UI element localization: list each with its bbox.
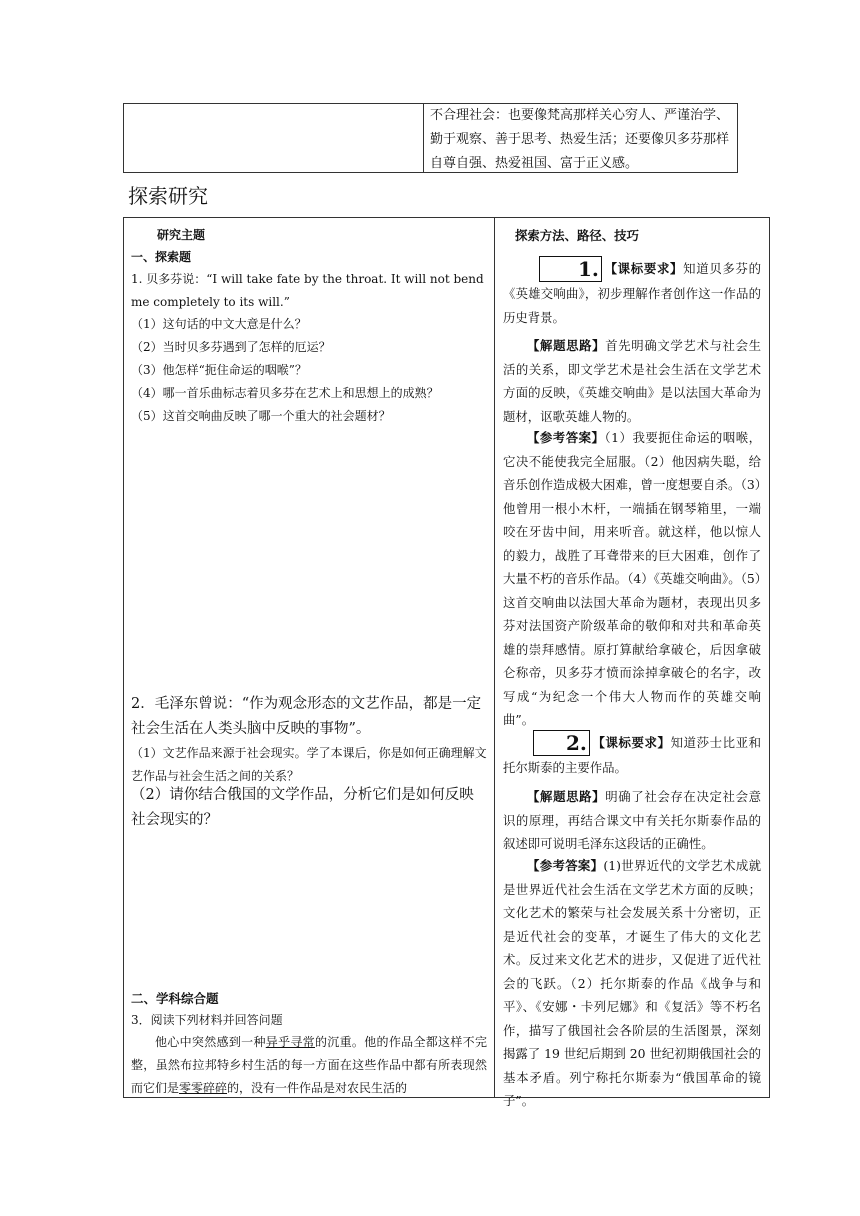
main-table-divider [494,217,495,1098]
answer-1-req-label: 【课标要求】 [603,261,684,276]
answer-2-idea-label: 【解题思路】 [527,789,606,804]
q2-item-1: （1）文艺作品来源于社会现实。学了本课后，你是如何正确理解文艺作品与社会生活之间的关系？ [131,746,487,783]
q3-intro: 3．阅读下列材料并回答问题 [131,1013,283,1027]
answer-1-req-text: 知道贝多芬的《英雄交响曲》，初步理解作者创作这一作品的历史背景。 [503,261,762,325]
answer-2-reference [503,854,761,1113]
q1-item-3: （3）他怎样“扼住命运的咽喉”？ [131,363,307,377]
section-title: 探索研究 [128,184,208,208]
answer-2-idea [503,785,761,856]
answer-1-idea-label: 【解题思路】 [527,338,606,353]
q2-intro: 2．毛泽东曾说：“作为观念形态的文艺作品，都是一定社会生活在人类头脑中反映的事物”。 [131,696,482,737]
answer-1-requirement [503,256,761,329]
q3-text-c: 的，没有一件作品是对农民生活的 [227,1081,408,1095]
answer-1-reference [503,426,761,732]
q1-item-5: （5）这首交响曲反映了哪一个重大的社会题材？ [131,409,391,423]
answer-1-number: 1. [539,256,602,282]
q1-item-4: （4）哪一首乐曲标志着贝多芬在艺术上和思想上的成熟？ [131,386,439,400]
part1-title: 一、探索题 [131,250,192,264]
q1-intro: 1. 贝多芬说：“I will take fate by the throat. It will not bend me completely to its will.” [131,272,484,309]
answer-2-number: 2. [533,730,590,756]
answer-2-req-label: 【课标要求】 [591,735,671,750]
answer-2-ans-text: (1)世界近代的文学艺术成就是世界近代社会生活在文学艺术方面的反映；文化艺术的繁荣与社会发展关系十分密切，正是近代社会的变革，才诞生了伟大的文化艺术。反过来文化艺术的进步，又促进了近代社会的飞跃。（2）托尔斯泰的作品《战争与和平》、《安娜・卡列尼娜》和《复活》等不朽名作，描写了俄国社会各阶层的生活图景，深刻揭露了 19 世纪后期到 20 世纪初期俄国社会的基本矛盾。列宁称托尔斯泰为“俄国革命的镜子”。 [503,858,761,1108]
answer-1-ans-label: 【参考答案】 [527,430,605,445]
q1-item-2: （2）当时贝多芬遇到了怎样的厄运？ [131,340,331,354]
top-table-right-cell: 不合理社会：也要像梵高那样关心穷人、严谨治学、勤于观察、善于思考、热爱生活；还要像贝多芬那样自尊自强、热爱祖国、富于正义感。 [430,108,730,171]
left-header: 研究主题 [157,228,206,242]
right-header: 探索方法、路径、技巧 [515,228,639,243]
q2-item-2: （2）请你结合俄国的文学作品，分析它们是如何反映社会现实的？ [131,787,474,828]
q3-underline-1: 异乎寻常 [265,1035,315,1049]
part2-title: 二、学科综合题 [131,991,219,1006]
answer-1-idea [503,334,761,428]
answer-2-ans-label: 【参考答案】 [527,858,604,873]
answer-1-idea-text: 首先明确文学艺术与社会生活的关系，即文学艺术是社会生活在文学艺术方面的反映，《英雄交响曲》是以法国大革命为题材，讴歌英雄人物的。 [503,338,762,424]
answer-2-idea-text: 明确了社会存在决定社会意识的原理，再结合课文中有关托尔斯泰作品的叙述即可说明毛泽东这段话的正确性。 [503,789,762,851]
answer-1-ans-text: （1）我要扼住命运的咽喉，它决不能使我完全屈服。（2）他因病失聪，给音乐创作造成极大困难，曾一度想要自杀。（3）他曾用一根小木杆，一端插在钢琴箱里，一端咬在牙齿中间，用来听音。就这样，他以惊人的毅力，战胜了耳聋带来的巨大困难，创作了大量不朽的音乐作品。（4）《英雄交响曲》。（5）这首交响曲以法国大革命为题材，表现出贝多芬对法国资产阶级革命的敬仰和对共和革命英雄的崇拜感情。原打算献给拿破仑，后因拿破仑称帝，贝多芬才愤而涂掉拿破仑的名字，改写成“为纪念一个伟大人物而作的英雄交响曲”。 [503,430,761,727]
q1-item-1: （1）这句话的中文大意是什么？ [131,317,307,331]
answer-2-req-text: 知道莎士比亚和托尔斯泰的主要作品。 [503,735,762,775]
top-table-divider [423,103,424,173]
q3-text-b: 的沉重。他的作品全都这样不完整，虽然布拉邦特乡村生活的每一方面在这些作品中都有所表现然而它们是 [131,1035,487,1095]
answer-2-requirement [503,730,761,780]
q3-passage [131,1031,487,1100]
q3-underline-2: 零零碎碎 [179,1081,228,1095]
q3-text-a: 他心中突然感到一种 [155,1035,266,1049]
